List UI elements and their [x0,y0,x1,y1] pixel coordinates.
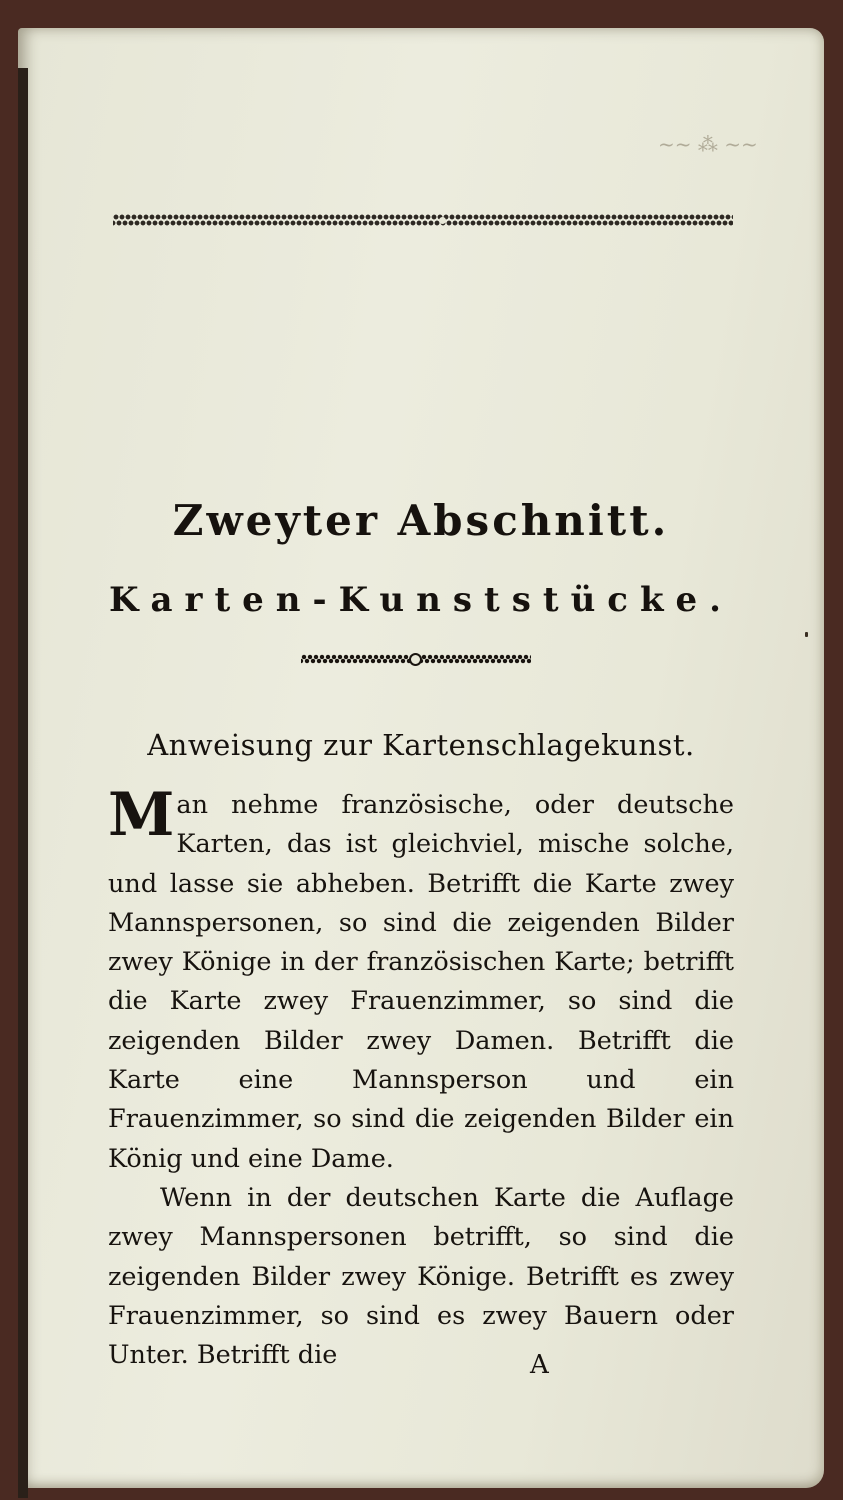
section-subtitle: Karten-Kunststücke. [108,580,734,620]
rule-ring [409,653,422,666]
article-title: Anweisung zur Kartenschlagekunst. [147,728,695,762]
paragraph-1 [108,780,734,1179]
drop-cap: M [108,780,175,850]
catchword: A [530,1350,549,1380]
running-head: ~~ ⁂ ~~ [658,132,758,156]
top-ornamental-rule [113,214,733,226]
rule-dot [439,217,446,224]
paragraph-1-text: an nehme französische, oder deutsche Karten, das ist gleichviel, mische solche, und lasse sie abheben. Betrifft die Karte zwey Mannspersonen, so sind die zeigenden Bilder zwey Könige in der französischen Karte; betrifft die Karte zwey Frauenzimmer, so sind die zeigenden Bilder zwey Damen. Betrifft die Karte eine Mannsperson und ein Frauenzimmer, so sind die zeigenden Bilder ein König und eine Dame. [108,790,734,1174]
section-title: Zweyter Abschnitt. [172,496,670,545]
body-text [108,780,734,1375]
paper-speck [805,632,808,637]
book-page [18,28,824,1488]
book-gutter [18,68,28,1498]
middle-ornamental-rule [301,654,531,664]
paragraph-2: Wenn in der deutschen Karte die Auflage zwey Mannspersonen betrifft, so sind die zeigenden Bilder zwey Könige. Betrifft es zwey Frauenzimmer, so sind es zwey Bauern oder Unter. Betrifft die [108,1182,734,1371]
